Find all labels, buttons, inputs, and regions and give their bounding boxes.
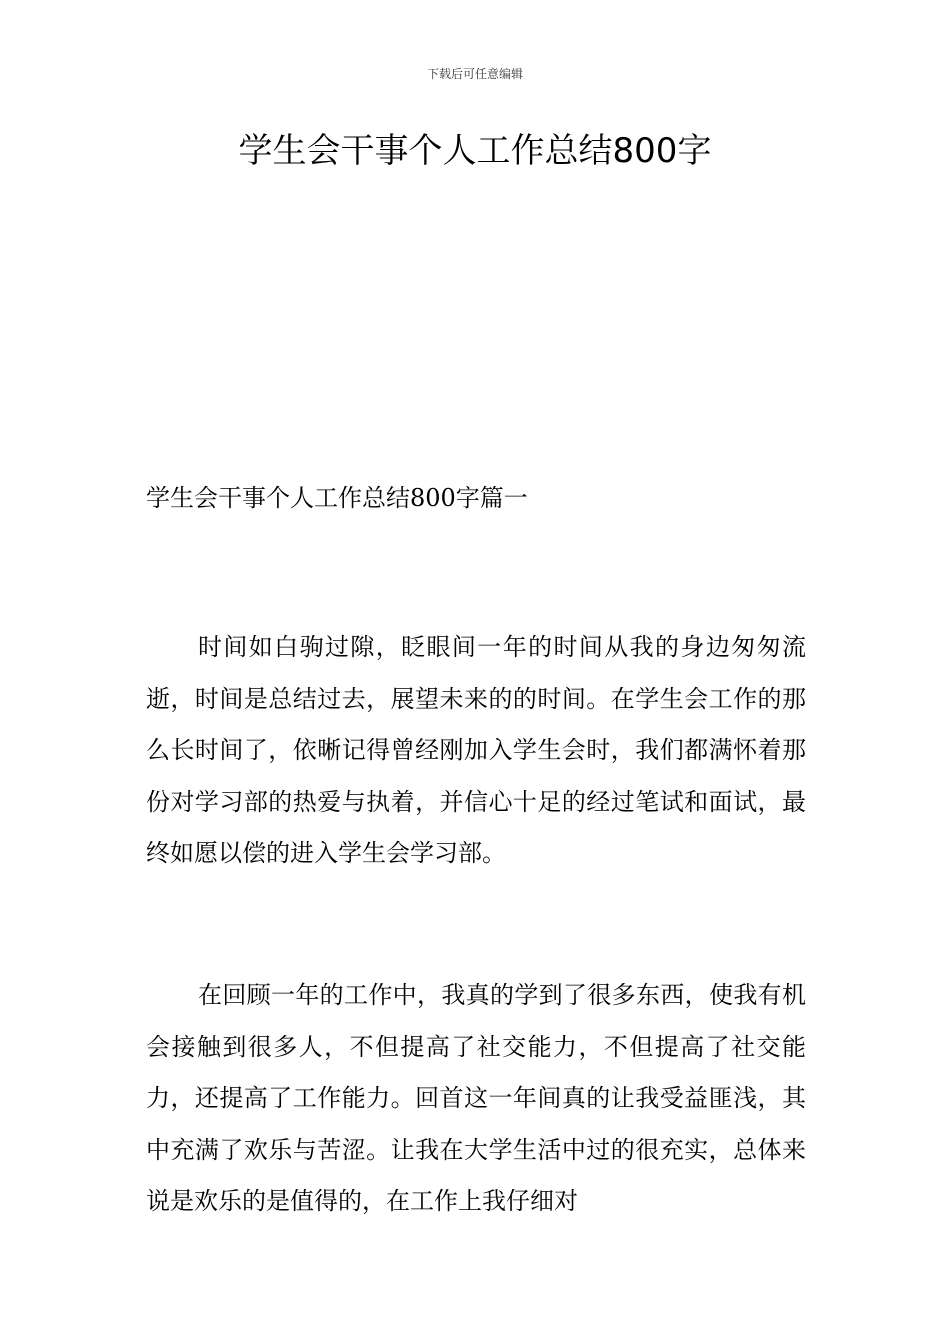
section-heading: 学生会干事个人工作总结800字篇一 xyxy=(146,484,528,512)
body-paragraph-1: 时间如白驹过隙，眨眼间一年的时间从我的身边匆匆流逝，时间是总结过去，展望未来的的时间。在学生会工作的那么长时间了，依晰记得曾经刚加入学生会时，我们都满怀着那份对学习部的热爱与执着，并信心十足的经过笔试和面试，最终如愿以偿的进入学生会学习部。 xyxy=(146,633,806,867)
header-note: 下载后可任意编辑 xyxy=(426,67,523,81)
document-title: 学生会干事个人工作总结800字 xyxy=(238,131,712,171)
body-paragraph-2: 在回顾一年的工作中，我真的学到了很多东西，使我有机会接触到很多人，不但提高了社交能力，不但提高了社交能力，还提高了工作能力。回首这一年间真的让我受益匪浅，其中充满了欢乐与苦涩。让我在大学生活中过的很充实，总体来说是欢乐的是值得的，在工作上我仔细对 xyxy=(146,981,806,1215)
